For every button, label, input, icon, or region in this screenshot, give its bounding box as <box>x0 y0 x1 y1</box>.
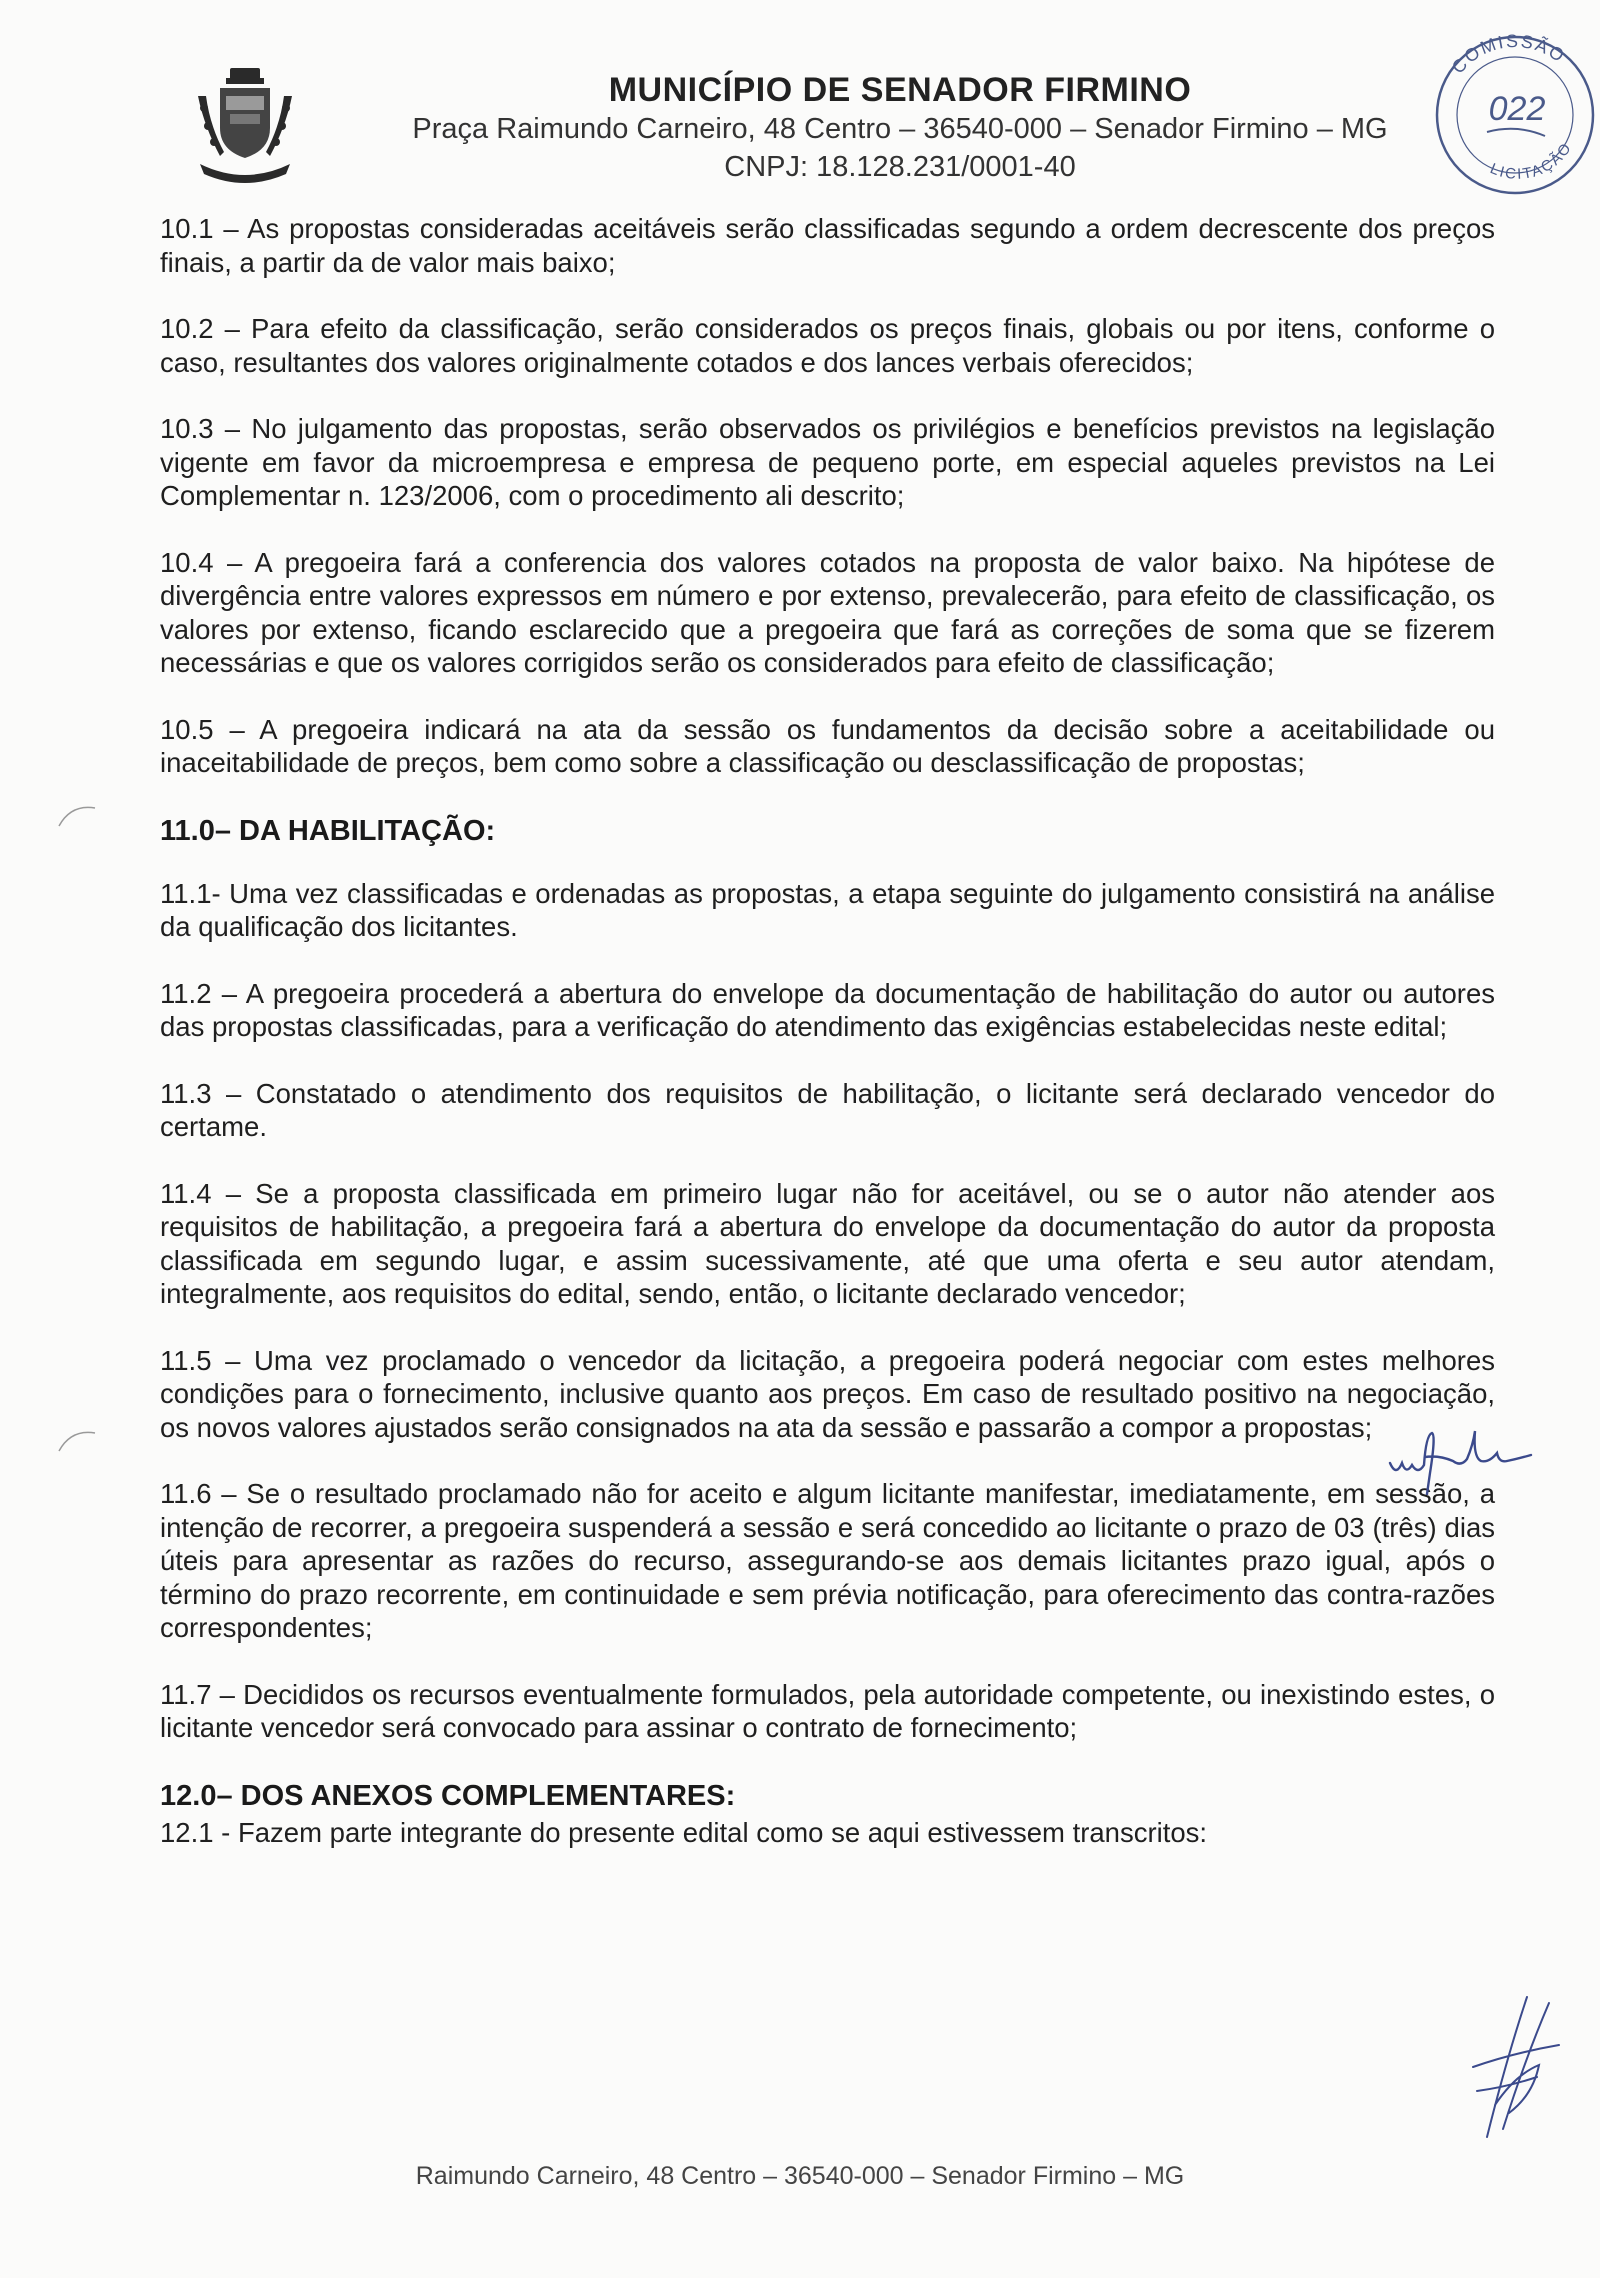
letterhead <box>380 70 1420 186</box>
document-body <box>160 212 1495 1882</box>
clause-12-1: 12.1 - Fazem parte integrante do presente edital como se aqui estivessem transcritos: <box>160 1816 1208 1848</box>
handwritten-signature <box>1465 1995 1565 2140</box>
section-heading-12: 12.0– DOS ANEXOS COMPLEMENTARES: <box>160 1779 736 1812</box>
svg-text:COMISSÃO <box>1448 31 1570 78</box>
municipality-address: Praça Raimundo Carneiro, 48 Centro – 36540-000 – Senador Firmino – MG <box>412 113 1388 145</box>
clause-11-7: 11.7 – Decididos os recursos eventualmente formulados, pela autoridade competente, ou inexistindo estes, o licitante vencedor será convocado para assinar o contrato de fornecimento; <box>160 1678 1495 1743</box>
page-footer: Raimundo Carneiro, 48 Centro – 36540-000 – Senador Firmino – MG <box>415 2162 1185 2190</box>
stamp-number: 022 <box>1488 90 1546 128</box>
margin-hole-mark <box>55 800 100 830</box>
margin-hole-mark <box>55 1425 100 1455</box>
clause-11-1: 11.1- Uma vez classificadas e ordenadas as propostas, a etapa seguinte do julgamento consistirá na análise da qualificação dos licitantes. <box>160 877 1495 942</box>
clause-10-4: 10.4 – A pregoeira fará a conferencia dos valores cotados na proposta de valor baixo. Na hipótese de divergência entre valores expressos em número e por extenso, prevalecerão, para efeito de classificação, os valores por extenso, ficando esclarecido que a pregoeira que fará as correções de soma que se fizerem necessárias e que os valores corrigidos serão os considerados para efeito de classificação; <box>160 546 1495 678</box>
clause-11-4: 11.4 – Se a proposta classificada em primeiro lugar não for aceitável, ou se o autor não atender aos requisitos de habilitação, a pregoeira fará a abertura do envelope da documentação do autor da proposta classificada em segundo lugar, e assim sucessivamente, até que uma oferta e seu autor atendam, integralmente, aos requisitos do edital, sendo, então, o licitante declarado vencedor; <box>160 1177 1495 1309</box>
stamp-bottom-text: LICITAÇÃO <box>1487 138 1576 184</box>
municipality-title: MUNICÍPIO DE SENADOR FIRMINO <box>608 71 1192 109</box>
municipal-crest-icon <box>190 66 300 196</box>
clause-10-1: 10.1 – As propostas consideradas aceitáveis serão classificadas segundo a ordem decrescente dos preços finais, a partir da de valor mais baixo; <box>160 213 1495 278</box>
clause-11-2: 11.2 – A pregoeira procederá a abertura do envelope da documentação de habilitação do autor ou autores das propostas classificadas, para a verificação do atendimento das exigências estabelecidas neste edital; <box>160 977 1495 1042</box>
clause-10-5: 10.5 – A pregoeira indicará na ata da sessão os fundamentos da decisão sobre a aceitabilidade ou inaceitabilidade de preços, bem como sobre a classificação ou desclassificação de propostas; <box>160 713 1495 778</box>
handwritten-initials <box>1385 1425 1565 1495</box>
commission-stamp <box>1425 20 1600 195</box>
clause-11-6: 11.6 – Se o resultado proclamado não for aceito e algum licitante manifestar, imediatamente, em sessão, a intenção de recorrer, a pregoeira suspenderá a sessão e será concedido ao licitante o prazo de 03 (três) dias úteis para apresentar as razões do recurso, assegurando-se aos demais licitantes prazo igual, após o término do prazo recorrente, em continuidade e sem prévia notificação, para oferecimento das contra-razões correspondentes; <box>160 1478 1495 1643</box>
section-heading-11: 11.0– DA HABILITAÇÃO: <box>160 814 496 847</box>
clause-11-3: 11.3 – Constatado o atendimento dos requisitos de habilitação, o licitante será declarado vencedor do certame. <box>160 1077 1495 1142</box>
clause-10-2: 10.2 – Para efeito da classificação, serão considerados os preços finais, globais ou por itens, conforme o caso, resultantes dos valores originalmente cotados e dos lances verbais oferecidos; <box>160 313 1495 378</box>
clause-11-5: 11.5 – Uma vez proclamado o vencedor da licitação, a pregoeira poderá negociar com estes melhores condições para o fornecimento, inclusive quanto aos preços. Em caso de resultado positivo na negociação, os novos valores ajustados serão consignados na ata da sessão e passarão a compor a propostas; <box>160 1344 1495 1443</box>
stamp-top-text: COMISSÃO <box>1447 30 1570 78</box>
municipality-cnpj: CNPJ: 18.128.231/0001-40 <box>724 151 1076 183</box>
clause-10-3: 10.3 – No julgamento das propostas, serão observados os privilégios e benefícios previstos na legislação vigente em favor da microempresa e empresa de pequeno porte, em especial aqueles previstos na Lei Complementar n. 123/2006, com o procedimento ali descrito; <box>160 413 1495 511</box>
